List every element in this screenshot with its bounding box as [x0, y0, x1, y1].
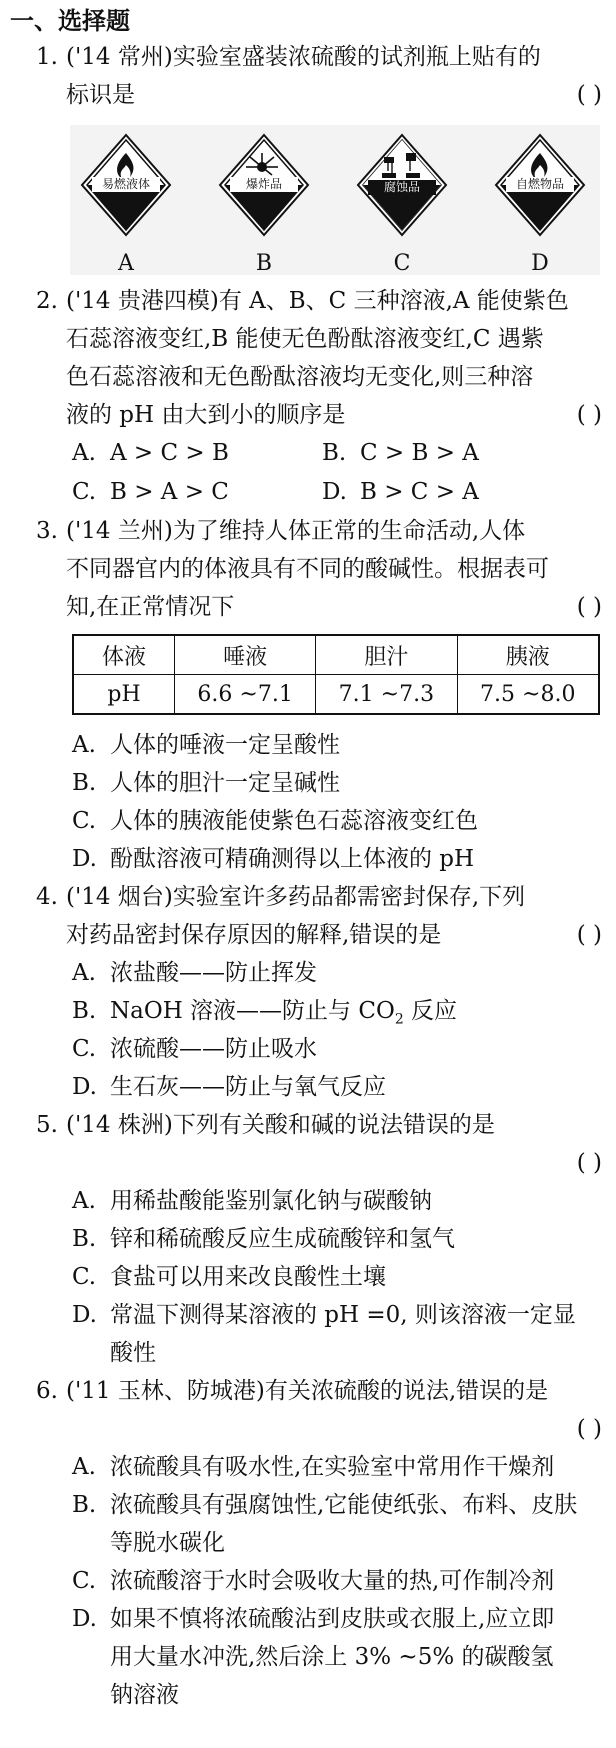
q4-number: 4. — [36, 884, 58, 910]
q6-option-b: B. 浓硫酸具有强腐蚀性,它能使纸张、布料、皮肤 — [72, 1492, 578, 1518]
q5-option-d: D. 常温下测得某溶液的 pH =0, 则该溶液一定显 — [72, 1302, 576, 1328]
q2-stem-line1: ('14 贵港四模)有 A、B、C 三种溶液,A 能使紫色 — [66, 288, 569, 314]
q5-option-d-continued: 酸性 — [110, 1340, 156, 1366]
q3-option-b: B. 人体的胆汁一定呈碱性 — [72, 770, 340, 796]
q4-answer-blank: ( ) — [576, 922, 602, 948]
table-header-cell: 体液 — [73, 635, 175, 675]
option-letter-a: A — [118, 251, 134, 276]
q2-number: 2. — [36, 288, 58, 314]
q4-option-c: C. 浓硫酸——防止吸水 — [72, 1036, 317, 1062]
q6-option-d-continued: 用大量水冲洗,然后涂上 3% ~5% 的碳酸氢 — [110, 1644, 554, 1670]
q5-stem-line1: ('14 株洲)下列有关酸和碱的说法错误的是 — [66, 1112, 495, 1138]
q5-option-a: A. 用稀盐酸能鉴别氯化钠与碳酸钠 — [72, 1188, 432, 1214]
q1-stem-line1: ('14 常州)实验室盛装浓硫酸的试剂瓶上贴有的 — [66, 44, 541, 70]
q4-stem-line1: ('14 烟台)实验室许多药品都需密封保存,下列 — [66, 884, 526, 910]
q6-option-a: A. 浓硫酸具有吸水性,在实验室中常用作干燥剂 — [72, 1454, 555, 1480]
option-letter-c: C — [393, 251, 411, 276]
q3-option-d: D. 酚酞溶液可精确测得以上体液的 pH — [72, 846, 475, 872]
q6-option-d: D. 如果不慎将浓硫酸沾到皮肤或衣服上,应立即 — [72, 1606, 555, 1632]
q6-option-d-continued-2: 钠溶液 — [110, 1682, 179, 1708]
q3-answer-blank: ( ) — [576, 594, 602, 620]
q6-answer-blank: ( ) — [576, 1416, 602, 1442]
option-letter-b: B — [255, 251, 273, 276]
q5-option-b: B. 锌和稀硫酸反应生成硫酸锌和氢气 — [72, 1226, 455, 1252]
sign-a — [78, 131, 174, 276]
q6-stem-line1: ('11 玉林、防城港)有关浓硫酸的说法,错误的是 — [66, 1378, 549, 1404]
q5-option-c: C. 食盐可以用来改良酸性土壤 — [72, 1264, 386, 1290]
q3-option-c: C. 人体的胰液能使紫色石蕊溶液变红色 — [72, 808, 478, 834]
q5-number: 5. — [36, 1112, 58, 1138]
q3-stem-line3: 知,在正常情况下 — [66, 594, 235, 620]
sign-c-label: 腐蚀品 — [383, 180, 420, 194]
table-row — [73, 675, 599, 715]
q4-option-d: D. 生石灰——防止与氧气反应 — [72, 1074, 386, 1100]
q4-option-b: B. NaOH 溶液——防止与 $CO_2$ 反应 — [72, 998, 458, 1028]
q5-answer-blank: ( ) — [576, 1150, 602, 1176]
q4-stem-line2: 对药品密封保存原因的解释,错误的是 — [66, 922, 442, 948]
q1-answer-blank: ( ) — [576, 82, 602, 108]
q2-answer-blank: ( ) — [576, 402, 602, 428]
q3-option-a: A. 人体的唾液一定呈酸性 — [72, 732, 340, 758]
q2-option-d: D. B > C > A — [322, 479, 479, 505]
q2-stem-line4: 液的 pH 由大到小的顺序是 — [66, 402, 346, 428]
ph-table — [72, 634, 600, 715]
table-cell: pH — [73, 675, 175, 715]
q3-number: 3. — [36, 518, 58, 544]
table-header-cell: 胰液 — [457, 635, 599, 675]
q3-stem-line2: 不同器官内的体液具有不同的酸碱性。根据表可 — [66, 556, 549, 582]
table-cell: 7.5 ~8.0 — [457, 675, 599, 715]
hazard-signs-figure — [70, 125, 600, 275]
q1-number: 1. — [36, 44, 58, 70]
table-header-cell: 唾液 — [175, 635, 316, 675]
q2-option-c: C. B > A > C — [72, 479, 229, 505]
q2-option-b: B. C > B > A — [322, 440, 479, 466]
q3-stem-line1: ('14 兰州)为了维持人体正常的生命活动,人体 — [66, 518, 526, 544]
option-letter-d: D — [531, 251, 549, 276]
q1-stem-line2: 标识是 — [66, 82, 135, 108]
q6-number: 6. — [36, 1378, 58, 1404]
q6-option-c: C. 浓硫酸溶于水时会吸收大量的热,可作制冷剂 — [72, 1568, 555, 1594]
section-title: 一、选择题 — [10, 7, 130, 35]
q2-stem-line3: 色石蕊溶液和无色酚酞溶液均无变化,则三种溶 — [66, 364, 534, 390]
q2-stem-line2: 石蕊溶液变红,B 能使无色酚酞溶液变红,C 遇紫 — [66, 326, 544, 352]
table-header-cell: 胆汁 — [316, 635, 457, 675]
sign-b-label: 爆炸品 — [245, 177, 282, 191]
sign-a-label: 易燃液体 — [101, 177, 150, 191]
table-row — [73, 635, 599, 675]
sign-d — [492, 131, 588, 276]
q6-option-b-continued: 等脱水碳化 — [110, 1530, 225, 1556]
table-cell: 7.1 ~7.3 — [316, 675, 457, 715]
sign-d-label: 自燃物品 — [515, 177, 564, 191]
sign-c — [354, 131, 450, 276]
q2-option-a: A. A > C > B — [72, 440, 229, 466]
sign-b — [216, 131, 312, 276]
q4-option-a: A. 浓盐酸——防止挥发 — [72, 960, 317, 986]
table-cell: 6.6 ~7.1 — [175, 675, 316, 715]
